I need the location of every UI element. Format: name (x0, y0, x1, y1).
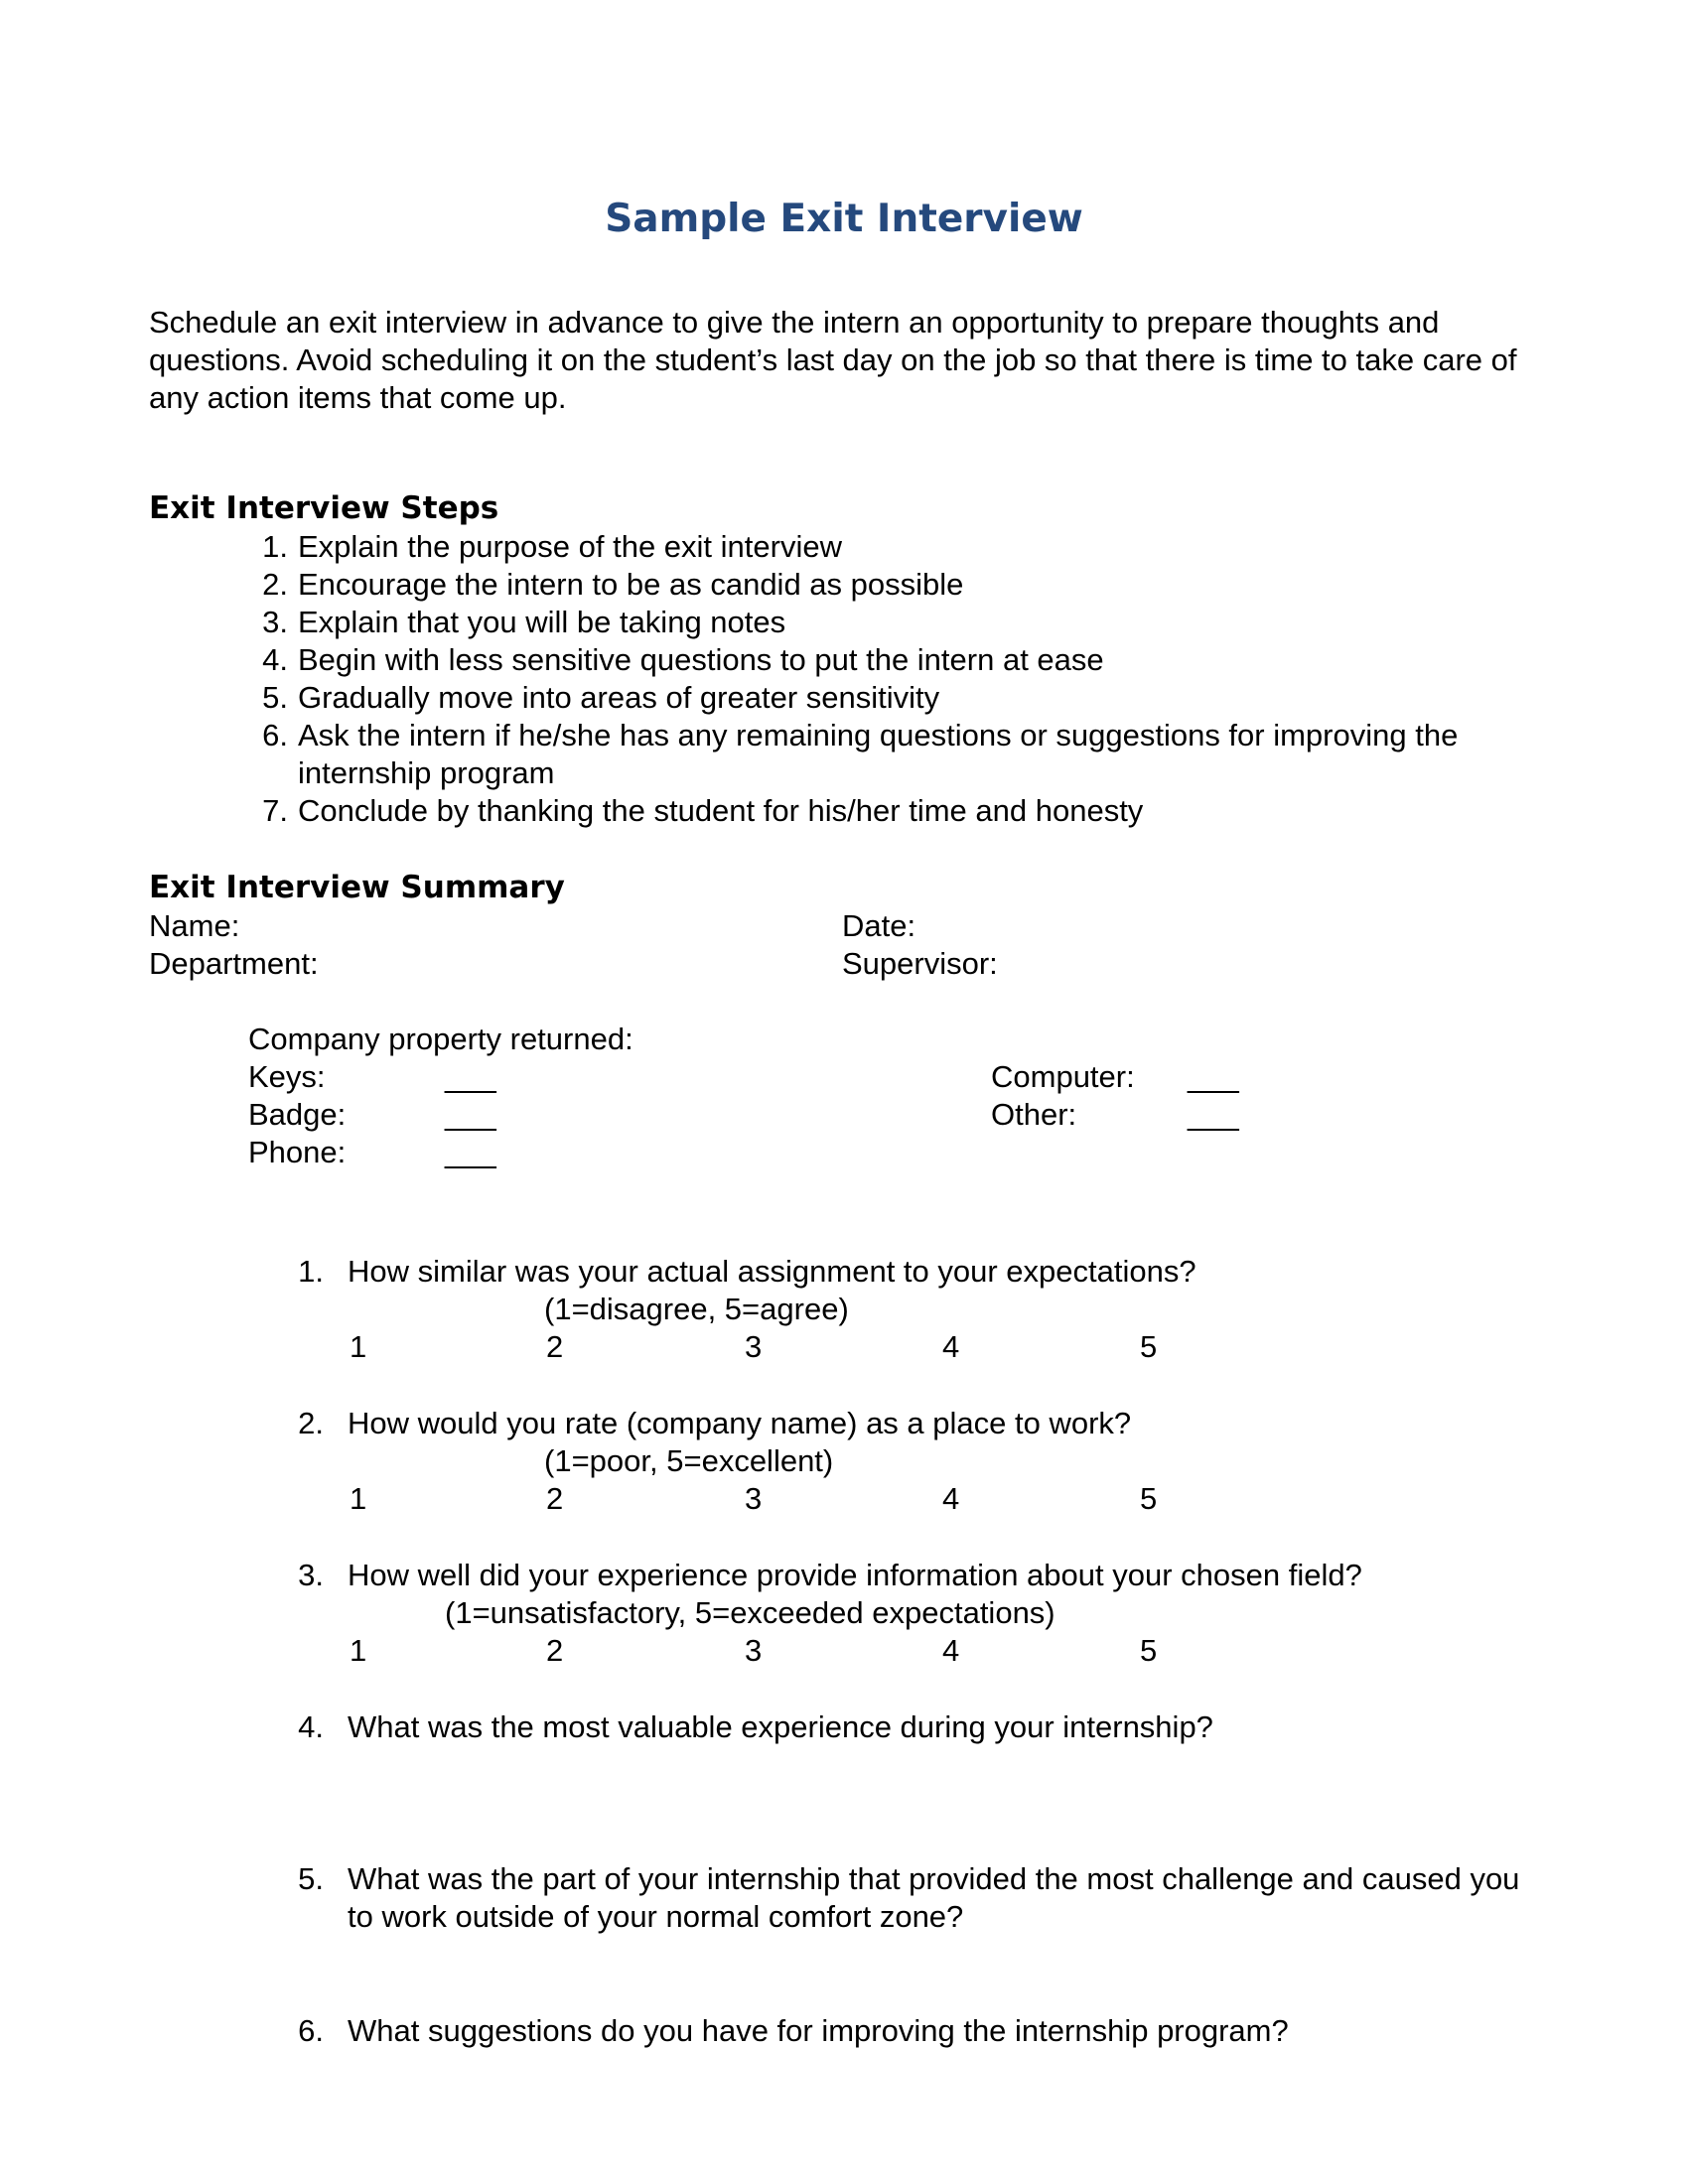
name-field-label: Name: (149, 908, 240, 943)
other-label: Other: (991, 1097, 1077, 1132)
question-text: How would you rate (company name) as a place to work? (348, 1406, 1132, 1440)
scale-option-2[interactable]: 2 (546, 1329, 564, 1364)
question-number: 5. (298, 1861, 324, 1896)
question-6 (0, 2012, 1688, 2052)
question-number: 2. (298, 1406, 324, 1440)
badge-blank: ___ (445, 1097, 496, 1132)
question-number: 4. (298, 1709, 324, 1744)
question-number: 6. (298, 2013, 324, 2048)
question-text: What was the part of your internship that provided the most challenge and caused you (348, 1861, 1520, 1896)
scale-label: (1=poor, 5=excellent) (544, 1443, 834, 1478)
scale-option-4[interactable]: 4 (942, 1481, 960, 1516)
question-1 (0, 1253, 1688, 1372)
question-text: How well did your experience provide information about your chosen field? (348, 1558, 1362, 1592)
scale-label: (1=unsatisfactory, 5=exceeded expectations) (445, 1595, 1055, 1630)
scale-option-3[interactable]: 3 (745, 1481, 763, 1516)
intro-paragraph: Schedule an exit interview in advance to give the intern an opportunity to prepare thoughts and questions. Avoid scheduling it on the student’s last day on the job so that there is time to take care of any action items that come up. (149, 305, 1517, 415)
scale-option-4[interactable]: 4 (942, 1633, 960, 1668)
steps-heading: Exit Interview Steps (149, 490, 499, 526)
phone-label: Phone: (248, 1135, 347, 1169)
scale-option-5[interactable]: 5 (1140, 1633, 1158, 1668)
scale-option-5[interactable]: 5 (1140, 1481, 1158, 1516)
question-text: How similar was your actual assignment to your expectations? (348, 1254, 1196, 1289)
scale-option-1[interactable]: 1 (350, 1633, 367, 1668)
keys-blank: ___ (445, 1059, 496, 1094)
document-page: Sample Exit Interview Schedule an exit interview in advance to give the intern an opportunity to prepare thoughts and questions. Avoid scheduling it on the student’s last day on the job so that there is time to take care of any action items that come up. Exit Interview Steps 1. Explain the purpose of the exit interview 2. Encourage the intern to be as candid as possible 3. Explain that you will be taking notes 4. Begin with less sensitive questions to put the intern at ease 5. Gradually move into areas of greater sensitivity 6. Ask the intern if he/she has any remaining questions or suggestions for improving the internship program 7. Conclude by thanking the student for his/her time and honesty Exit Interview Summary Name: Date: Department: Supervisor: Company property returned: Keys: ___ Computer: ___ Badge: ___ Other: ___ Phone: ___ 1. How similar was your actual assignment to your expectations? (1=disagree, 5=agree) 1 2 3 4 5 2. How would you rate (company name) as a place to work? (1=poor, 5=excellent) 1 2 3 4 5 3. How well did your experience provide information about your chosen field? (1=unsatisfactory, 5=exceeded expectations) 1 2 3 4 5 4. What was the most valuable experience during your internship? 5. What was the part of your internship that provided the most challenge and caused you to work outside of your normal comfort zone? 6. What suggestions do you have for improving the internship program? (0, 0, 1688, 2184)
summary-heading: Exit Interview Summary (149, 870, 565, 905)
scale-option-1[interactable]: 1 (350, 1329, 367, 1364)
scale-label: (1=disagree, 5=agree) (544, 1292, 849, 1326)
question-text: What suggestions do you have for improving the internship program? (348, 2013, 1289, 2048)
phone-blank: ___ (445, 1135, 496, 1169)
question-2 (0, 1405, 1688, 1524)
question-text: What was the most valuable experience during your internship? (348, 1709, 1213, 1744)
computer-blank: ___ (1188, 1059, 1239, 1094)
question-5 (0, 1860, 1688, 1940)
badge-label: Badge: (248, 1097, 347, 1132)
scale-option-3[interactable]: 3 (745, 1633, 763, 1668)
computer-label: Computer: (991, 1059, 1135, 1094)
question-text-continuation: to work outside of your normal comfort zone? (348, 1899, 964, 1934)
other-blank: ___ (1188, 1097, 1239, 1132)
scale-option-2[interactable]: 2 (546, 1633, 564, 1668)
supervisor-field-label: Supervisor: (842, 946, 998, 981)
page-title: Sample Exit Interview (605, 197, 1083, 241)
scale-option-4[interactable]: 4 (942, 1329, 960, 1364)
date-field-label: Date: (842, 908, 916, 943)
property-heading: Company property returned: (248, 1022, 633, 1056)
scale-option-3[interactable]: 3 (745, 1329, 763, 1364)
question-number: 1. (298, 1254, 324, 1289)
scale-option-1[interactable]: 1 (350, 1481, 367, 1516)
question-4 (0, 1708, 1688, 1748)
keys-label: Keys: (248, 1059, 326, 1094)
question-number: 3. (298, 1558, 324, 1592)
department-field-label: Department: (149, 946, 319, 981)
scale-option-2[interactable]: 2 (546, 1481, 564, 1516)
scale-option-5[interactable]: 5 (1140, 1329, 1158, 1364)
question-3 (0, 1557, 1688, 1676)
